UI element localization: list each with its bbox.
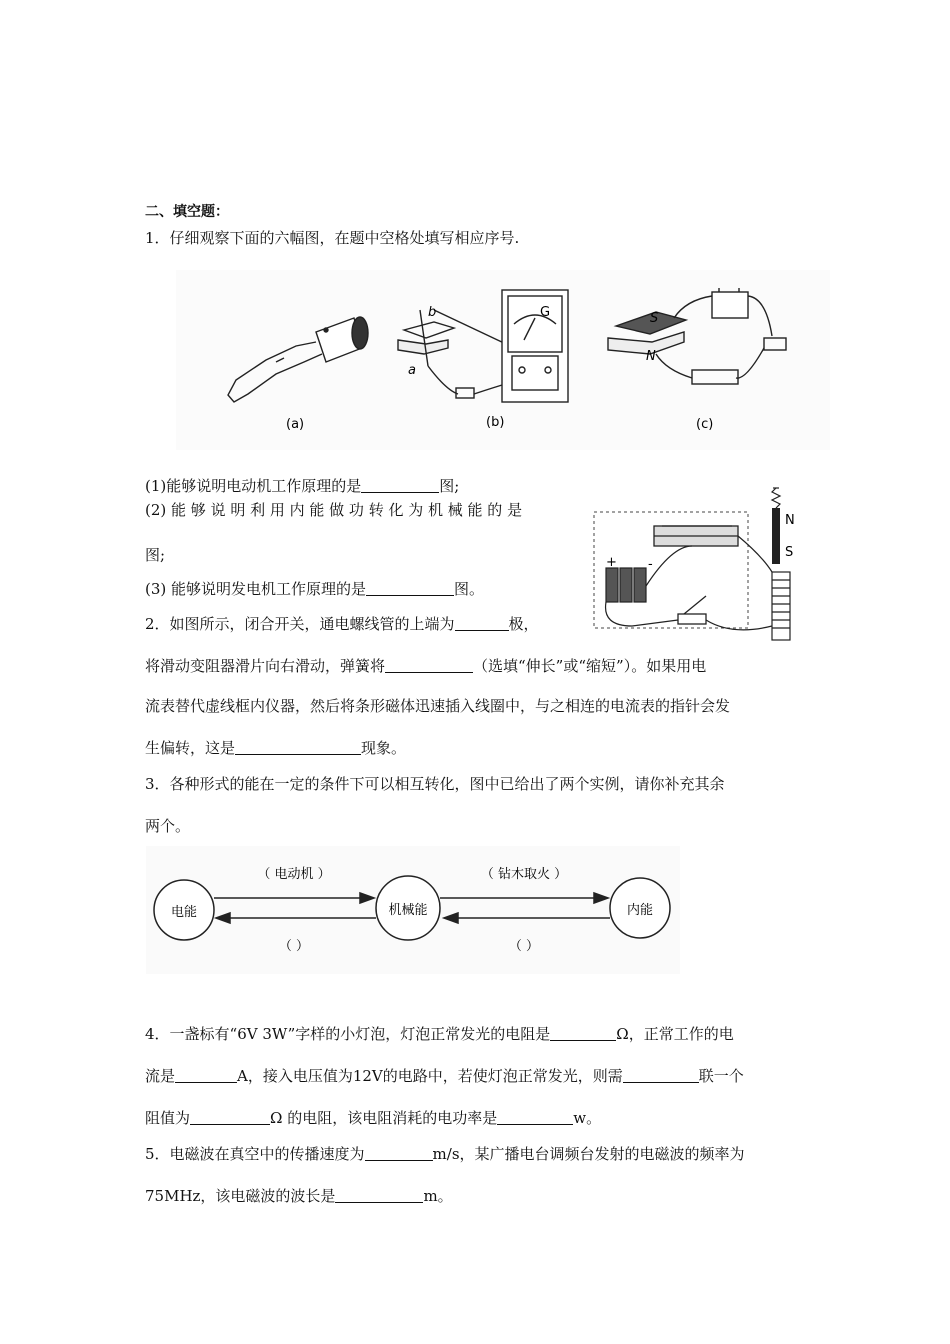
fig-letter-s: S: [650, 311, 659, 326]
energy-diagram: [146, 846, 680, 974]
fig-letter-b: b: [428, 305, 437, 320]
q1-item-3: (3) 能够说明发电机工作原理的是 图。: [145, 580, 485, 598]
bar-magnet: [772, 508, 780, 564]
node-internal-label: 内能: [626, 903, 654, 918]
fig-letter-n: N: [646, 349, 656, 364]
answer-blank[interactable]: [365, 1145, 433, 1161]
answer-blank[interactable]: [335, 1187, 423, 1203]
q3-line-2: 两个。: [145, 817, 191, 835]
answer-blank[interactable]: [235, 739, 361, 755]
q2-figure: [592, 486, 802, 646]
q1-item-1: (1)能够说明电动机工作原理的是 图;: [145, 477, 460, 495]
answer-blank[interactable]: [455, 615, 509, 631]
q3-line-1: 3．各种形式的能在一定的条件下可以相互转化，图中已给出了两个实例，请你补充其余: [145, 775, 725, 793]
battery-drawing: [606, 568, 646, 602]
node-electric-label: 电能: [170, 905, 198, 920]
section-heading: 二、填空题：: [145, 204, 229, 220]
q1-item-2: (2) 能 够 说 明 利 用 内 能 做 功 转 化 为 机 械 能 的 是: [145, 501, 523, 519]
magnet-s-label: S: [785, 545, 794, 560]
fig-label-a: (a): [286, 417, 305, 432]
answer-blank[interactable]: [175, 1067, 237, 1083]
example-label-2: （ 钻木取火 ）: [480, 867, 568, 882]
switch-drawing: [678, 596, 706, 624]
q4-line-1: 4．一盏标有“6V 3W”字样的小灯泡，灯泡正常发光的电阻是 Ω，正常工作的电: [145, 1025, 734, 1043]
magnet-n-label: N: [785, 513, 795, 528]
fig-label-c: (c): [696, 417, 714, 432]
q4-line-2: 流是 A，接入电压值为12V的电路中，若使灯泡正常发光，则需 联一个: [145, 1067, 744, 1085]
empty-example-1[interactable]: （ ）: [278, 939, 310, 954]
answer-blank[interactable]: [361, 477, 439, 493]
answer-blank[interactable]: [385, 657, 473, 673]
battery-minus: -: [648, 557, 653, 572]
solenoid-coil: [772, 572, 790, 640]
q4-line-3: 阻值为 Ω 的电阻，该电阻消耗的电功率是 w。: [145, 1109, 602, 1127]
empty-example-2[interactable]: （ ）: [508, 939, 540, 954]
answer-blank[interactable]: [623, 1067, 699, 1083]
answer-blank[interactable]: [366, 580, 454, 596]
q2-line-3: 流表替代虚线框内仪器，然后将条形磁体迅速插入线圈中，与之相连的电流表的指针会发: [145, 697, 731, 715]
rheostat-drawing: [654, 526, 738, 546]
spring-drawing: [772, 488, 780, 508]
q2-line-2: 将滑动变阻器滑片向右滑动，弹簧将 （选填“伸长”或“缩短”）。如果用电: [145, 657, 707, 675]
q1-item-2-tail: 图;: [145, 546, 166, 564]
q1-figure: [176, 270, 830, 450]
answer-blank[interactable]: [550, 1025, 616, 1041]
fig-letter-g: G: [540, 305, 551, 320]
q2-line-1: 2．如图所示，闭合开关，通电螺线管的上端为 极，: [145, 615, 539, 633]
fig-label-b: (b): [486, 415, 505, 430]
node-mechanical-label: 机械能: [388, 903, 428, 918]
example-label-1: （ 电动机 ）: [257, 867, 331, 882]
battery-plus: +: [606, 555, 617, 570]
q1-stem: 1．仔细观察下面的六幅图，在题中空格处填写相应序号.: [145, 229, 520, 247]
q2-line-4: 生偏转，这是 现象。: [145, 739, 407, 757]
answer-blank[interactable]: [190, 1109, 270, 1125]
fig-letter-a: a: [408, 363, 416, 378]
answer-blank[interactable]: [497, 1109, 573, 1125]
q5-line-2: 75MHz，该电磁波的波长是 m。: [145, 1187, 453, 1205]
q5-line-1: 5．电磁波在真空中的传播速度为 m/s，某广播电台调频台发射的电磁波的频率为: [145, 1145, 745, 1163]
